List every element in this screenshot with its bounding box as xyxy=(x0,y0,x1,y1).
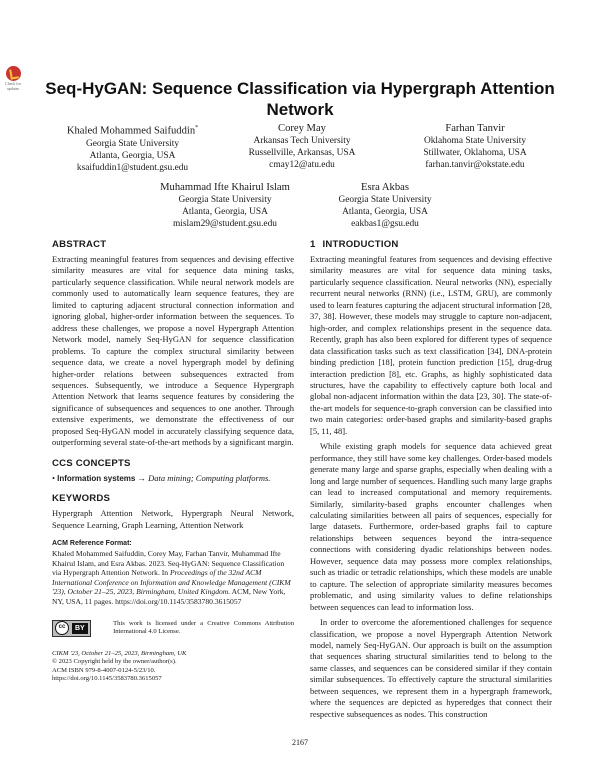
author-email[interactable]: mislam29@student.gsu.edu xyxy=(173,219,277,229)
author-affiliation: Oklahoma State University xyxy=(423,136,527,146)
right-column xyxy=(310,239,552,720)
reference-format xyxy=(52,549,294,607)
ccs-concepts xyxy=(52,473,294,484)
author-name: Esra Akbas xyxy=(361,182,409,193)
reference-doi[interactable]: ACM, New York, NY, USA, 11 pages. https://doi.org/10.1145/3583780.3615057 xyxy=(52,587,286,607)
introduction-heading xyxy=(310,239,552,251)
reference-authors: Khaled Mohammed Saifuddin, Corey May, Farhan Tanvir, Muhammad Ifte Khairul Islam, and Esra Akbas. 2023. Seq-HyGAN: Sequence Classification via Hypergraph Attention Network. In xyxy=(52,549,285,578)
author-name: Muhammad Ifte Khairul Islam xyxy=(160,182,290,193)
author-name: Farhan Tanvir xyxy=(445,123,505,134)
left-column xyxy=(52,239,294,683)
keywords-text: Hypergraph Attention Network, Hypergraph Neural Network, Sequence Learning, Graph Learning, Attention Network xyxy=(52,508,294,530)
intro-paragraph-1: Extracting meaningful features from sequences and devising effective similarity measures are vital for sequence data mining tasks, particularly sequence classification. Neural networks (NN), especially recurrent neural networks (RNN) (i.e., LSTM, GRU), are commonly used to learn features capturing the adjacent structural information [28, 37, 38]. However, these models may struggle to capture non-adjacent, high-order, and complex relationships present in the sequence data. Recently, graph has also been explored for different types of sequence data classification tasks such as text classification [34], DNA-protein binding prediction [18], protein function prediction [15], drug-drug interaction prediction [8], etc. Graphs, as highly sophisticated data structures, have the capability to effectively capture both local and global non-adjacent information within the data [23, 30]. The state-of-the-art models for sequence-to-graph conversion can be classified into two main categories: order-based graphs and similarity-based graphs [5, 11, 48]. xyxy=(310,254,552,436)
license-text: This work is licensed under a Creative Commons Attribution International 4.0 License. xyxy=(113,619,294,636)
reference-venue: Proceedings of the 32nd ACM International Conference on Information and Knowledge Management (CIKM '23), October 21–25, 2023, Birmingham, United Kingdom. xyxy=(52,568,291,597)
author-email[interactable]: ksaifuddin1@student.gsu.edu xyxy=(76,162,189,173)
author-email[interactable]: cmay12@atu.edu xyxy=(269,160,335,170)
conference-info xyxy=(52,650,294,684)
ccs-term: Information systems xyxy=(57,473,136,483)
author-location: Russellville, Arkansas, USA xyxy=(248,148,356,158)
section-number: 1 xyxy=(310,239,316,250)
creative-commons-logo[interactable] xyxy=(52,620,91,637)
conference-venue: CIKM '23, October 21–25, 2023, Birmingham, UK xyxy=(52,649,187,657)
author-affiliation: Arkansas Tech University xyxy=(253,136,351,146)
author-1 xyxy=(45,122,220,174)
author-4 xyxy=(135,181,315,230)
author-affiliation: Georgia State University xyxy=(178,195,272,205)
author-5 xyxy=(305,181,465,230)
cc-icon: cc xyxy=(55,621,69,635)
copyright-line: © 2023 Copyright held by the owner/author(s). xyxy=(52,658,177,666)
doi-link[interactable]: https://doi.org/10.1145/3583780.3615057 xyxy=(52,675,162,683)
author-affiliation: Georgia State University xyxy=(85,138,180,149)
isbn-line: ACM ISBN 979-8-4007-0124-5/23/10. xyxy=(52,666,156,674)
intro-paragraph-2: While existing graph models for sequence data achieved great performance, they still have some key challenges. Order-based models generate many large and sparse graphs, especially when dealing with a long and large number of sequences. Handling such many large graphs can lead to increased computational and memory requirements. Similarly, similarity-based graphs encounter challenges when calculating similarities between all pairs of sequences, especially for large datasets. Furthermore, order-based graphs fail to capture relationships between sequences beyond the intra-sequence connections with considering dyadic relationships between nodes. However, sequence data may possess more complex relationships, such as triadic or tetradic relationships, which these models are unable to capture. The selection of appropriate similarity measures becomes problematic, and using similarity values to define relationships between sequences can lead to information loss. xyxy=(310,441,552,612)
paper-title: Seq-HyGAN: Sequence Classification via Hypergraph Attention Network xyxy=(45,79,555,119)
author-name: Corey May xyxy=(278,123,326,134)
check-for-updates-badge[interactable] xyxy=(3,66,23,94)
author-affiliation: Georgia State University xyxy=(338,195,432,205)
reference-heading: ACM Reference Format: xyxy=(52,540,132,548)
author-email[interactable]: farhan.tanvir@okstate.edu xyxy=(425,160,525,170)
badge-label: Check for updates xyxy=(5,81,21,91)
section-title: INTRODUCTION xyxy=(322,239,399,250)
by-icon: BY xyxy=(72,623,88,634)
page-number: 2167 xyxy=(292,738,308,747)
update-check-icon xyxy=(6,66,21,81)
author-location: Atlanta, Georgia, USA xyxy=(182,207,268,217)
keywords-heading: KEYWORDS xyxy=(52,493,111,505)
author-3 xyxy=(395,122,555,171)
author-mark: * xyxy=(195,125,199,131)
abstract-text: Extracting meaningful features from sequences and devising effective similarity measures are vital for sequence data mining tasks, particularly sequence classification. While neural network models are commonly used to automatically learn sequence features, they are limited to capturing adjacent structural connection information and ignoring global, higher-order information between the sequences. To address these challenges, we propose a novel Hypergraph Attention Network model, namely Seq-HyGAN for sequence classification problems. To capture the complex structural similarity between sequence data, we create a novel hypergraph model by defining higher-order relations between subsequences extracted from sequences. Subsequently, we introduce a Sequence Hypergraph Attention Network that learns sequence features by considering the significance of subsequences and sequences to one another. Through extensive experiments, we demonstrate the effectiveness of our proposed Seq-HyGAN model in accurately classifying sequence data, outperforming several state-of-the-art methods by a significant margin. xyxy=(52,254,294,448)
author-name: Khaled Mohammed Saifuddin xyxy=(66,125,196,137)
license-block xyxy=(52,620,294,637)
author-location: Stillwater, Oklahoma, USA xyxy=(423,148,527,158)
arrow-icon: → xyxy=(137,472,146,483)
author-location: Atlanta, Georgia, USA xyxy=(342,207,428,217)
author-email[interactable]: eakbas1@gsu.edu xyxy=(351,219,419,229)
author-2 xyxy=(222,122,382,171)
ccs-concept-list: Data mining; Computing platforms. xyxy=(148,472,271,483)
abstract-heading: ABSTRACT xyxy=(52,239,107,250)
ccs-bullet: • xyxy=(52,472,55,483)
ccs-heading: CCS CONCEPTS xyxy=(52,457,131,469)
author-location: Atlanta, Georgia, USA xyxy=(89,150,176,161)
intro-paragraph-3: In order to overcome the aforementioned challenges for sequence classification, we propose a novel Hypergraph Attention Network model, namely Seq-HyGAN. Our approach is built on the assumption that sequences sharing structural similarities tend to belong to the same classes, and sequences can be considered similar if they contain similar subsequences. To effectively capture the structural similarities between sequences, we represent them in a hypergraph framework, where the sequences are depicted as hyperedges that connect their respective subsequences as nodes. This construction xyxy=(310,617,552,719)
